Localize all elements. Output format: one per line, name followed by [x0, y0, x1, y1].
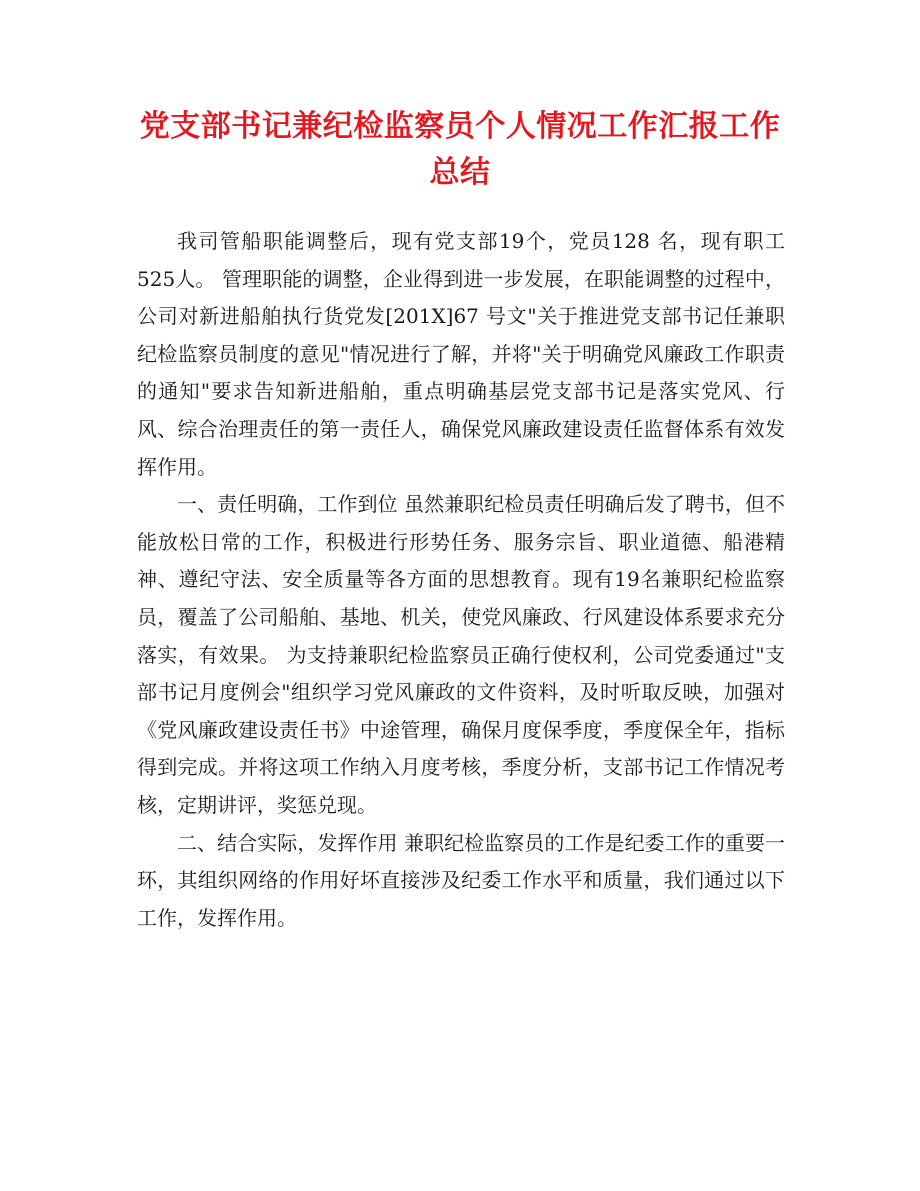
document-title — [120, 104, 800, 196]
title-line-1: 党支部书记兼纪检监察员个人情况工作汇报工作 — [139, 109, 781, 144]
paragraph-intro: 我司管船职能调整后，现有党支部19个，党员128 名，现有职工525人。 管理职能的调整，企业得到进一步发展，在职能调整的过程中，公司对新进船舶执行货党发[201X]67 号文"关于推进党支部书记任兼职纪检监察员制度的意见"情况进行了解，并将"关于明确党风廉政工作职责的通知"要求告知新进船舶，重点明确基层党支部书记是落实党风、行风、综合治理责任的第一责任人，确保党风廉政建设责任监督体系有效发挥作用。 — [137, 229, 785, 479]
paragraph-section-1: 一、责任明确，工作到位 虽然兼职纪检员责任明确后发了聘书，但不能放松日常的工作，积极进行形势任务、服务宗旨、职业道德、船港精神、遵纪守法、安全质量等各方面的思想教育。现有19名兼职纪检监察员，覆盖了公司船舶、基地、机关，使党风廉政、行风建设体系要求充分落实，有效果。 为支持兼职纪检监察员正确行使权利，公司党委通过"支部书记月度例会"组织学习党风廉政的文件资料，及时听取反映，加强对《党风廉政建设责任书》中途管理，确保月度保季度，季度保全年，指标得到完成。并将这项工作纳入月度考核，季度分析，支部书记工作情况考核，定期讲评，奖惩兑现。 — [137, 492, 785, 817]
document-body — [137, 223, 785, 937]
paragraph-section-2: 二、结合实际，发挥作用 兼职纪检监察员的工作是纪委工作的重要一环，其组织网络的作用好坏直接涉及纪委工作水平和质量，我们通过以下工作，发挥作用。 — [137, 830, 785, 930]
title-line-2: 总结 — [429, 155, 491, 190]
